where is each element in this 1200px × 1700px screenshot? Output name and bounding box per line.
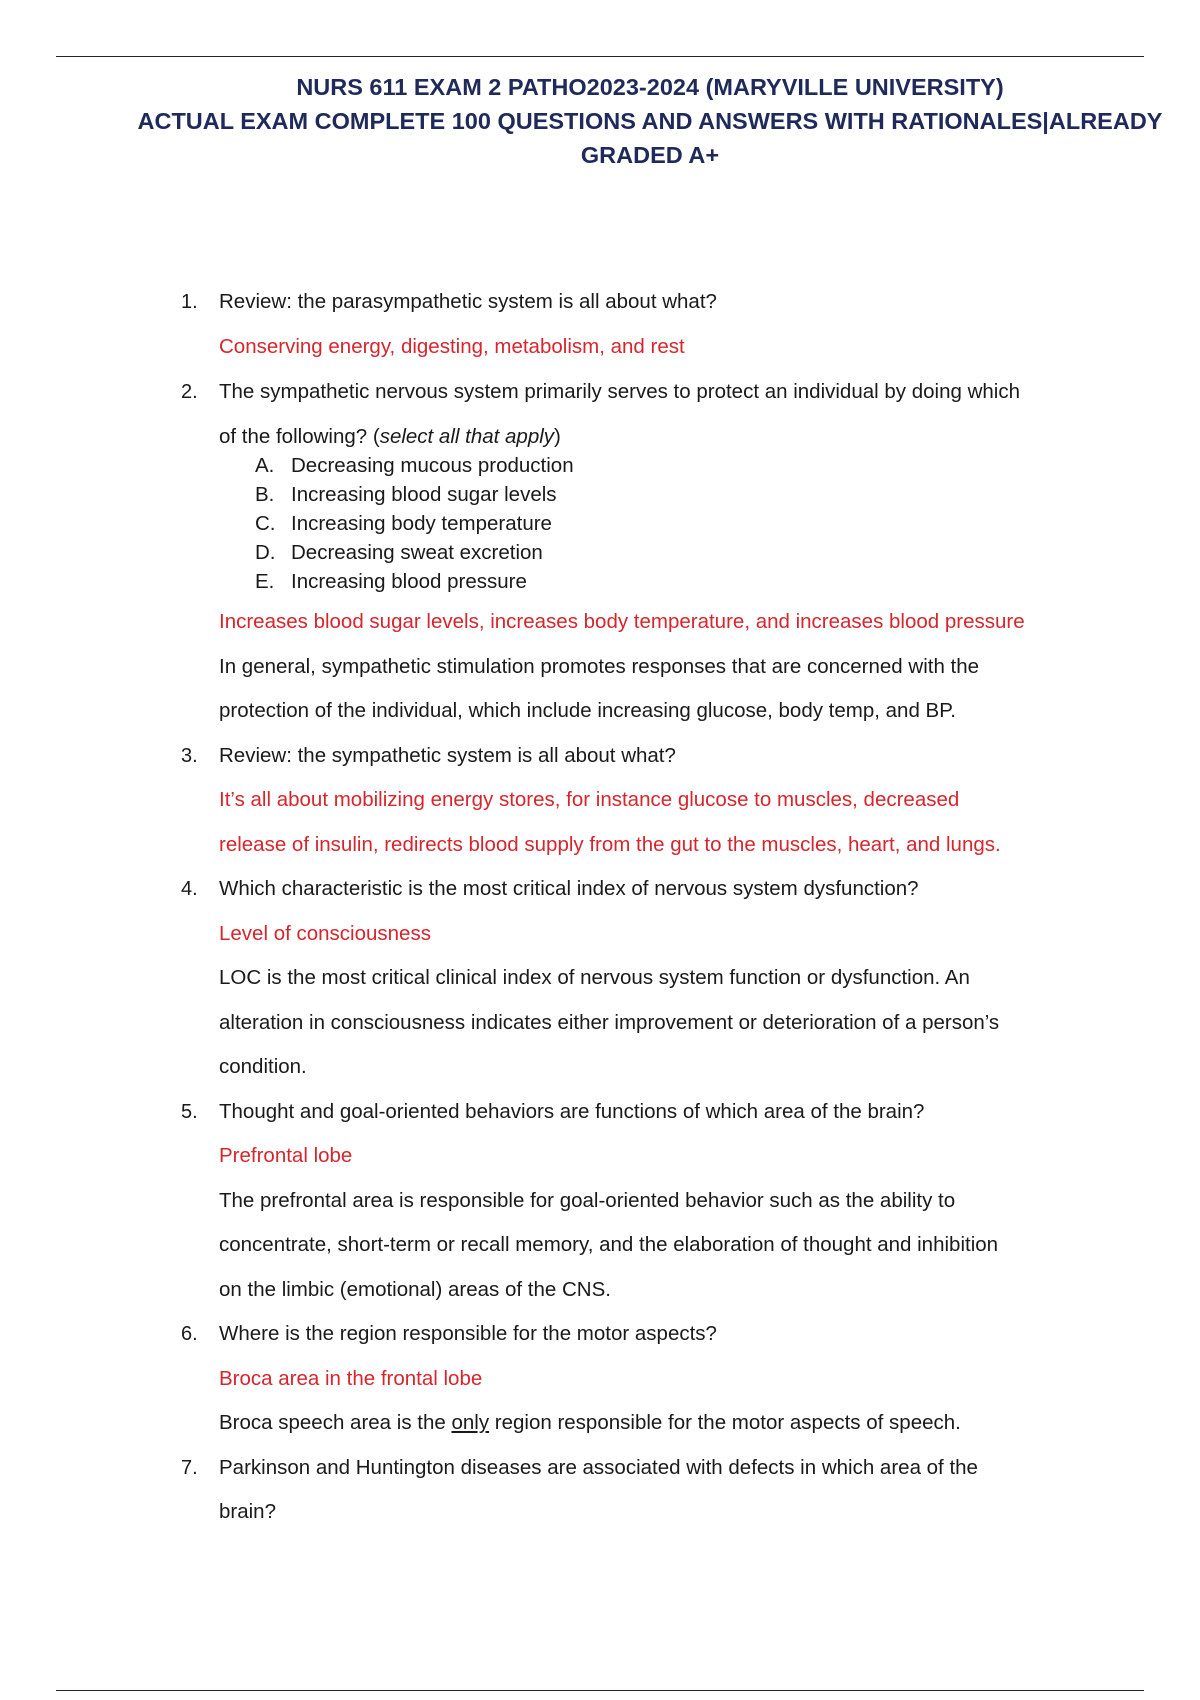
answer-line-1: It’s all about mobilizing energy stores, for instance glucose to muscles, decreased (219, 788, 960, 811)
document-header (130, 70, 1170, 172)
question-text: Thought and goal-oriented behaviors are functions of which area of the brain? (219, 1099, 925, 1123)
question-number: 6. (181, 1323, 198, 1345)
question-text: Review: the parasympathetic system is all about what? (219, 290, 717, 313)
rationale-line-2: alteration in consciousness indicates either improvement or deterioration of a person’s (219, 1010, 1000, 1034)
answer-options (255, 451, 1200, 596)
question-item (0, 370, 1200, 734)
answer-text: Broca area in the frontal lobe (219, 1366, 483, 1390)
rationale-line-1: The prefrontal area is responsible for goal-oriented behavior such as the ability to (219, 1188, 956, 1212)
rationale-line-1: In general, sympathetic stimulation promotes responses that are concerned with the (219, 654, 980, 678)
question-text-line-2: brain? (219, 1500, 276, 1523)
answer-line-2: release of insulin, redirects blood supply from the gut to the muscles, heart, and lungs. (219, 832, 1001, 856)
option-d: D. Decreasing sweat excretion (255, 541, 543, 564)
question-number: 2. (181, 381, 198, 403)
option-b: B. Increasing blood sugar levels (255, 483, 557, 506)
emphasis-underline: only (451, 1411, 490, 1434)
question-text: Which characteristic is the most critical index of nervous system dysfunction? (219, 877, 919, 900)
bottom-rule (56, 1690, 1144, 1691)
option-e: E. Increasing blood pressure (255, 570, 527, 593)
answer-text: Conserving energy, digesting, metabolism, and rest (219, 334, 685, 358)
question-text: Where is the region responsible for the motor aspects? (219, 1322, 717, 1345)
question-item (0, 1446, 1200, 1535)
question-item (0, 1090, 1200, 1313)
answer-text: Increases blood sugar levels, increases body temperature, and increases blood pressure (219, 610, 1025, 633)
question-text-line-2: of the following? (select all that apply) (219, 424, 561, 448)
question-number: 5. (181, 1100, 198, 1123)
question-number: 7. (181, 1456, 198, 1479)
header-line-2: ACTUAL EXAM COMPLETE 100 QUESTIONS AND ANSWERS WITH RATIONALES|ALREADY (137, 108, 1163, 134)
question-item (0, 867, 1200, 1090)
question-number: 4. (181, 878, 198, 900)
rationale-line-3: on the limbic (emotional) areas of the CNS. (219, 1277, 611, 1301)
question-number: 3. (181, 744, 198, 767)
question-list (0, 280, 1200, 1535)
rationale-line-3: condition. (219, 1055, 307, 1078)
question-text-line-1: The sympathetic nervous system primarily serves to protect an individual by doing which (219, 380, 1020, 403)
option-a: A. Decreasing mucous production (255, 454, 574, 477)
header-line-1: NURS 611 EXAM 2 PATHO2023-2024 (MARYVILLE UNIVERSITY) (296, 74, 1004, 100)
header-line-3: GRADED A+ (580, 142, 720, 168)
question-text: Review: the sympathetic system is all about what? (219, 743, 676, 767)
answer-text: Level of consciousness (219, 921, 431, 945)
question-item (0, 1312, 1200, 1446)
question-item (0, 734, 1200, 868)
question-number: 1. (181, 291, 198, 313)
answer-text: Prefrontal lobe (219, 1144, 353, 1167)
question-item (0, 280, 1200, 369)
top-rule (56, 56, 1144, 57)
option-c: C. Increasing body temperature (255, 512, 552, 535)
rationale-line-2: concentrate, short-term or recall memory, and the elaboration of thought and inhibition (219, 1233, 999, 1256)
question-text-line-1: Parkinson and Huntington diseases are associated with defects in which area of the (219, 1455, 978, 1479)
rationale-line-2: protection of the individual, which include increasing glucose, body temp, and BP. (219, 699, 956, 722)
select-all-note: select all that apply (379, 424, 555, 448)
rationale-text: Broca speech area is the only region responsible for the motor aspects of speech. (219, 1411, 961, 1434)
rationale-line-1: LOC is the most critical clinical index of nervous system function or dysfunction. An (219, 966, 970, 989)
